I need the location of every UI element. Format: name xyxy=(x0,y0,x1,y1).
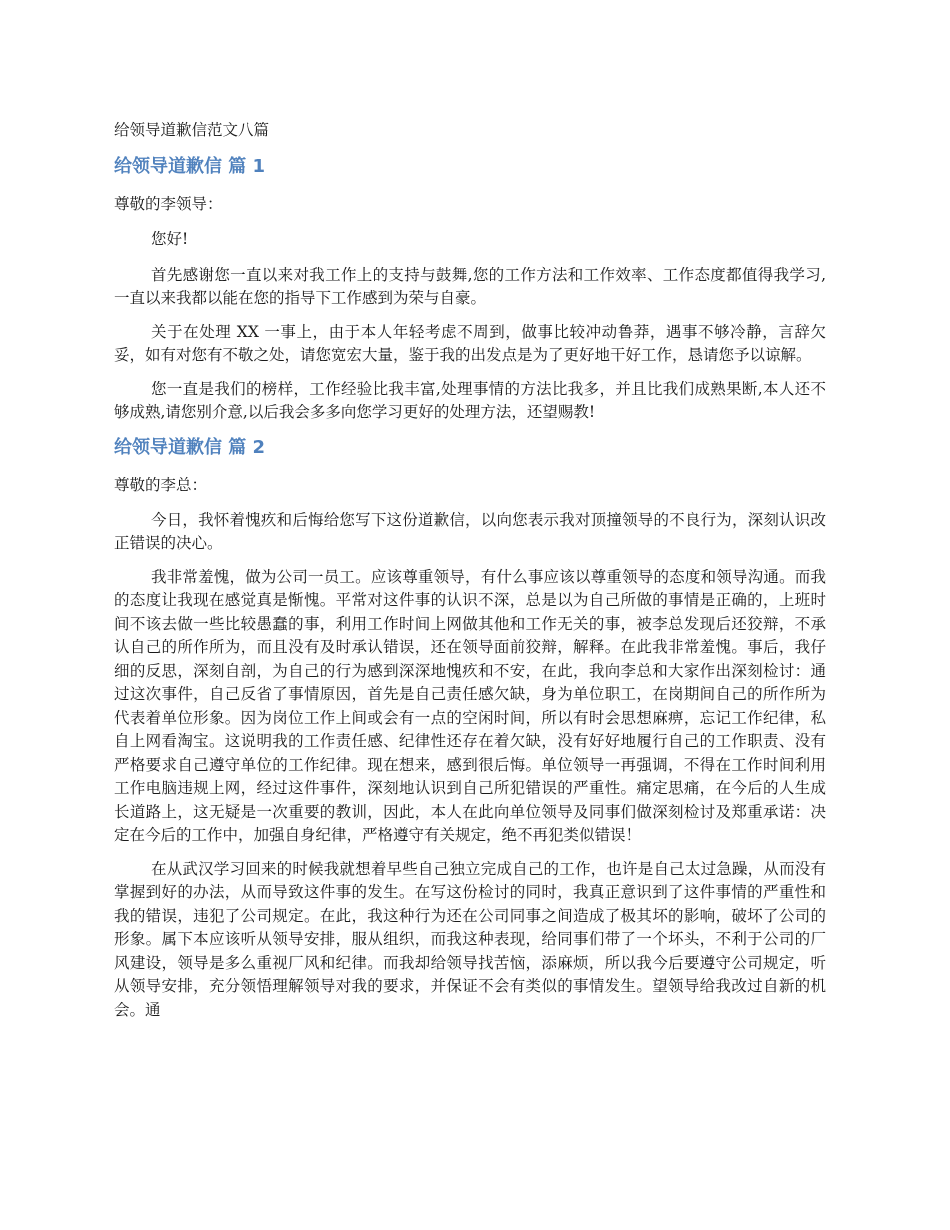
section-heading: 给领导道歉信 篇 2 xyxy=(114,436,266,458)
salutation: 尊敬的李领导： xyxy=(114,195,223,213)
letter-section-2 xyxy=(114,435,826,1023)
paragraph: 我非常羞愧，做为公司一员工。应该尊重领导，有什么事应该以尊重领导的态度和领导沟通。而我的态度让我现在感觉真是惭愧。平常对这件事的认识不深，总是以为自己所做的事情是正确的，上班时间不该去做一些比较愚蠢的事，利用工作时间上网做其他和工作无关的事，被李总发现后还狡辩，不承认自己的所作所为，而且没有及时承认错误，还在领导面前狡辩，解释。在此我非常羞愧。事后，我仔细的反思，深刻自剖，为自己的行为感到深深地愧疚和不安，在此，我向李总和大家作出深刻检讨：通过这次事件，自己反省了事情原因，首先是自己责任感欠缺，身为单位职工，在岗期间自己的所作所为代表着单位形象。因为岗位工作上间或会有一点的空闲时间，所以有时会思想麻痹，忘记工作纪律，私自上网看淘宝。这说明我的工作责任感、纪律性还存在着欠缺，没有好好地履行自己的工作职责、没有严格要求自己遵守单位的工作纪律。现在想来，感到很后悔。单位领导一再强调，不得在工作时间利用工作电脑违规上网，经过这件事件，深刻地认识到自己所犯错误的严重性。痛定思痛，在今后的人生成长道路上，这无疑是一次重要的教训，因此，本人在此向单位领导及同事们做深刻检讨及郑重承诺：决定在今后的工作中，加强自身纪律，严格遵守有关规定，绝不再犯类似错误！ xyxy=(114,567,826,844)
salutation: 尊敬的李总： xyxy=(114,475,208,494)
document-title: 给领导道歉信范文八篇 xyxy=(114,121,270,139)
paragraph: 首先感谢您一直以来对我工作上的支持与鼓舞,您的工作方法和工作效率、工作态度都值得我学习,一直以来我都以能在您的指导下工作感到为荣与自豪。 xyxy=(114,265,826,307)
paragraph: 您一直是我们的榜样，工作经验比我丰富,处理事情的方法比我多，并且比我们成熟果断,本人还不够成熟,请您别介意,以后我会多多向您学习更好的处理方法，还望赐教! xyxy=(114,379,826,421)
letter-section-1 xyxy=(114,154,826,425)
paragraph: 在从武汉学习回来的时候我就想着早些自己独立完成自己的工作，也许是自己太过急躁，从而没有掌握到好的办法，从而导致这件事的发生。在写这份检讨的同时，我真正意识到了这件事情的严重性和我的错误，违犯了公司规定。在此，我这种行为还在公司同事之间造成了极其坏的影响，破坏了公司的形象。属下本应该听从领导安排，服从组织，而我这种表现，给同事们带了一个坏头，不利于公司的厂风建设，领导是多么重视厂风和纪律。而我却给领导找苦恼，添麻烦，所以我今后要遵守公司规定，听从领导安排，充分领悟理解领导对我的要求，并保证不会有类似的事情发生。望领导给我改过自新的机会。通 xyxy=(114,859,826,1019)
paragraph: 今日，我怀着愧疚和后悔给您写下这份道歉信，以向您表示我对顶撞领导的不良行为，深刻认识改正错误的决心。 xyxy=(114,510,826,552)
paragraph: 您好! xyxy=(151,230,189,248)
paragraph: 关于在处理 XX 一事上，由于本人年轻考虑不周到，做事比较冲动鲁莽，遇事不够冷静，言辞欠妥，如有对您有不敬之处，请您宽宏大量，鉴于我的出发点是为了更好地干好工作，恳请您予以谅解。 xyxy=(114,322,826,364)
document-page xyxy=(114,118,826,1032)
section-heading: 给领导道歉信 篇 1 xyxy=(114,156,266,177)
